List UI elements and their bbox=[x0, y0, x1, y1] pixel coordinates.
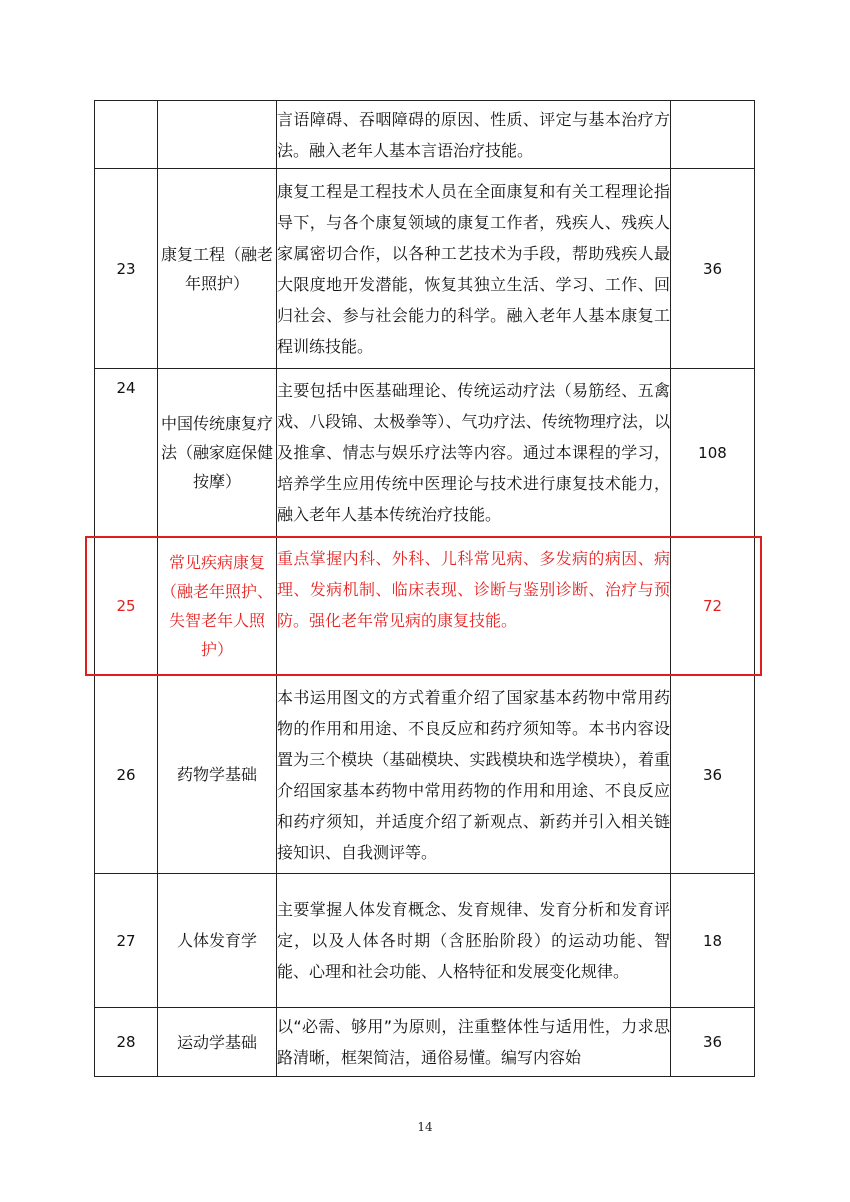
course-description: 康复工程是工程技术人员在全面康复和有关工程理论指导下，与各个康复领域的康复工作者，残疾人、残疾人家属密切合作，以各种工艺技术为手段，帮助残疾人最大限度地开发潜能，恢复其独立生活、学习、工作、回归社会、参与社会能力的科学。融入老年人基本康复工程训练技能。 bbox=[277, 169, 671, 369]
row-number: 28 bbox=[95, 1008, 158, 1077]
course-name bbox=[158, 101, 277, 169]
course-description: 主要包括中医基础理论、传统运动疗法（易筋经、五禽戏、八段锦、太极拳等）、气功疗法、传统物理疗法，以及推拿、情志与娱乐疗法等内容。通过本课程的学习，培养学生应用传统中医理论与技术进行康复技术能力，融入老年人基本传统治疗技能。 bbox=[277, 369, 671, 537]
table-row bbox=[95, 676, 755, 874]
course-hours: 18 bbox=[671, 874, 755, 1008]
course-name: 运动学基础 bbox=[158, 1008, 277, 1077]
course-hours: 36 bbox=[671, 169, 755, 369]
row-number bbox=[95, 101, 158, 169]
course-hours: 36 bbox=[671, 1008, 755, 1077]
course-description: 以“必需、够用”为原则，注重整体性与适用性，力求思路清晰，框架简洁，通俗易懂。编写内容始 bbox=[277, 1008, 671, 1077]
course-description: 重点掌握内科、外科、儿科常见病、多发病的病因、病理、发病机制、临床表现、诊断与鉴别诊断、治疗与预防。强化老年常见病的康复技能。 bbox=[277, 537, 671, 676]
row-number: 27 bbox=[95, 874, 158, 1008]
course-name: 药物学基础 bbox=[158, 676, 277, 874]
course-name: 人体发育学 bbox=[158, 874, 277, 1008]
course-description: 主要掌握人体发育概念、发育规律、发育分析和发育评定，以及人体各时期（含胚胎阶段）的运动功能、智能、心理和社会功能、人格特征和发展变化规律。 bbox=[277, 874, 671, 1008]
highlight-box bbox=[85, 536, 762, 676]
course-hours: 72 bbox=[671, 537, 755, 676]
row-number: 24 bbox=[95, 369, 158, 537]
course-name: 康复工程（融老年照护） bbox=[158, 169, 277, 369]
row-number: 26 bbox=[95, 676, 158, 874]
course-name: 常见疾病康复（融老年照护、失智老年人照护） bbox=[158, 537, 277, 676]
table-row bbox=[95, 169, 755, 369]
table-row bbox=[95, 874, 755, 1008]
course-name: 中国传统康复疗法（融家庭保健按摩） bbox=[158, 369, 277, 537]
course-hours: 108 bbox=[671, 369, 755, 537]
course-description: 本书运用图文的方式着重介绍了国家基本药物中常用药物的作用和用途、不良反应和药疗须知等。本书内容设置为三个模块（基础模块、实践模块和选学模块），着重介绍国家基本药物中常用药物的作用和用途、不良反应和药疗须知，并适度介绍了新观点、新药并引入相关链接知识、自我测评等。 bbox=[277, 676, 671, 874]
page-number: 14 bbox=[417, 1120, 433, 1134]
table-row bbox=[95, 1008, 755, 1077]
table-row bbox=[95, 101, 755, 169]
course-hours bbox=[671, 101, 755, 169]
course-hours: 36 bbox=[671, 676, 755, 874]
row-number: 23 bbox=[95, 169, 158, 369]
table-row bbox=[95, 369, 755, 537]
row-number: 25 bbox=[95, 537, 158, 676]
course-description: 言语障碍、吞咽障碍的原因、性质、评定与基本治疗方法。融入老年人基本言语治疗技能。 bbox=[277, 101, 671, 169]
